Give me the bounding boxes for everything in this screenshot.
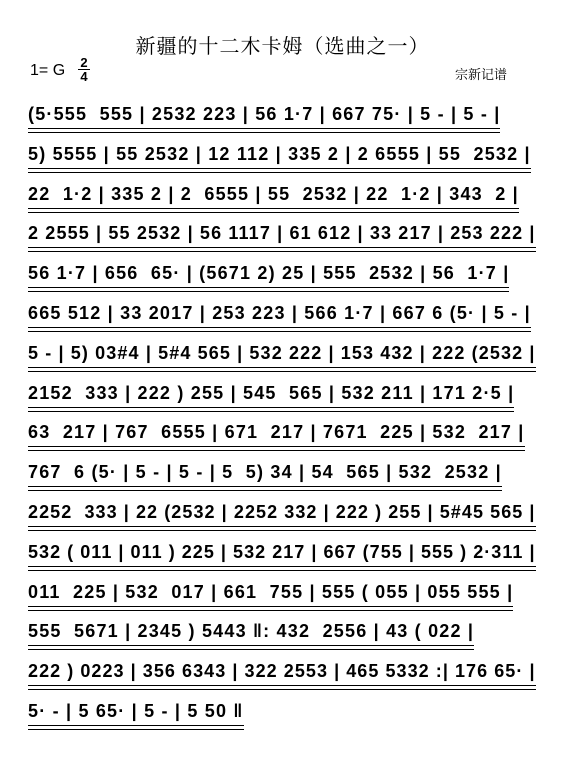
score-line-text: 5 - | 5) 03#4 | 5#4 565 | 532 222 | 153 432 | 222 (2532 | (28, 343, 536, 368)
score-line (28, 695, 538, 735)
score-line (28, 496, 538, 536)
score-line-text: 5· - | 5 65· | 5 - | 5 50 ‖ (28, 701, 244, 726)
score-title: 新疆的十二木卡姆（选曲之一） (135, 34, 430, 58)
score-line-text: 532 ( 011 | 011 ) 225 | 532 217 | 667 (755 | 555 ) 2·311 | (28, 542, 536, 567)
score-line (28, 377, 538, 417)
score-line (28, 138, 538, 178)
score-line-text: 011 225 | 532 017 | 661 755 | 555 ( 055 | 055 555 | (28, 582, 513, 607)
score-line-text: 5) 5555 | 55 2532 | 12 112 | 335 2 | 2 6555 | 55 2532 | (28, 144, 531, 169)
score-line-text: 2152 333 | 222 ) 255 | 545 565 | 532 211 | 171 2·5 | (28, 383, 514, 408)
score-line (28, 257, 538, 297)
score-line (28, 576, 538, 616)
score-line (28, 416, 538, 456)
score-line (28, 217, 538, 257)
score-line-text: 767 6 (5· | 5 - | 5 - | 5 5) 34 | 54 565 | 532 2532 | (28, 462, 502, 487)
key-signature: 1= G (30, 62, 66, 79)
score-line (28, 456, 538, 496)
jianpu-score (28, 98, 538, 735)
score-line (28, 655, 538, 695)
score-line-text: (5·555 555 | 2532 223 | 56 1·7 | 667 75· | 5 - | 5 - | (28, 104, 500, 129)
score-line-text: 22 1·2 | 335 2 | 2 6555 | 55 2532 | 22 1·2 | 343 2 | (28, 184, 519, 209)
time-signature (78, 56, 90, 83)
score-line-text: 665 512 | 33 2017 | 253 223 | 566 1·7 | 667 6 (5· | 5 - | (28, 303, 531, 328)
score-line-text: 2 2555 | 55 2532 | 56 1117 | 61 612 | 33 217 | 253 222 | (28, 223, 536, 248)
score-line (28, 337, 538, 377)
score-line (28, 615, 538, 655)
score-line-text: 2252 333 | 22 (2532 | 2252 332 | 222 ) 255 | 5#45 565 | (28, 502, 536, 527)
score-line (28, 536, 538, 576)
score-line-text: 555 5671 | 2345 ) 5443 ‖: 432 2556 | 43 ( 022 | (28, 621, 474, 646)
score-line (28, 178, 538, 218)
time-signature-top: 2 (80, 55, 88, 70)
time-signature-bottom: 4 (80, 69, 88, 84)
score-line-text: 56 1·7 | 656 65· | (5671 2) 25 | 555 2532 | 56 1·7 | (28, 263, 509, 288)
arranger-credit: 宗新记谱 (454, 68, 507, 83)
score-line-text: 63 217 | 767 6555 | 671 217 | 7671 225 | 532 217 | (28, 422, 525, 447)
score-line-text: 222 ) 0223 | 356 6343 | 322 2553 | 465 5332 :| 176 65· | (28, 661, 536, 686)
score-line (28, 98, 538, 138)
score-line (28, 297, 538, 337)
